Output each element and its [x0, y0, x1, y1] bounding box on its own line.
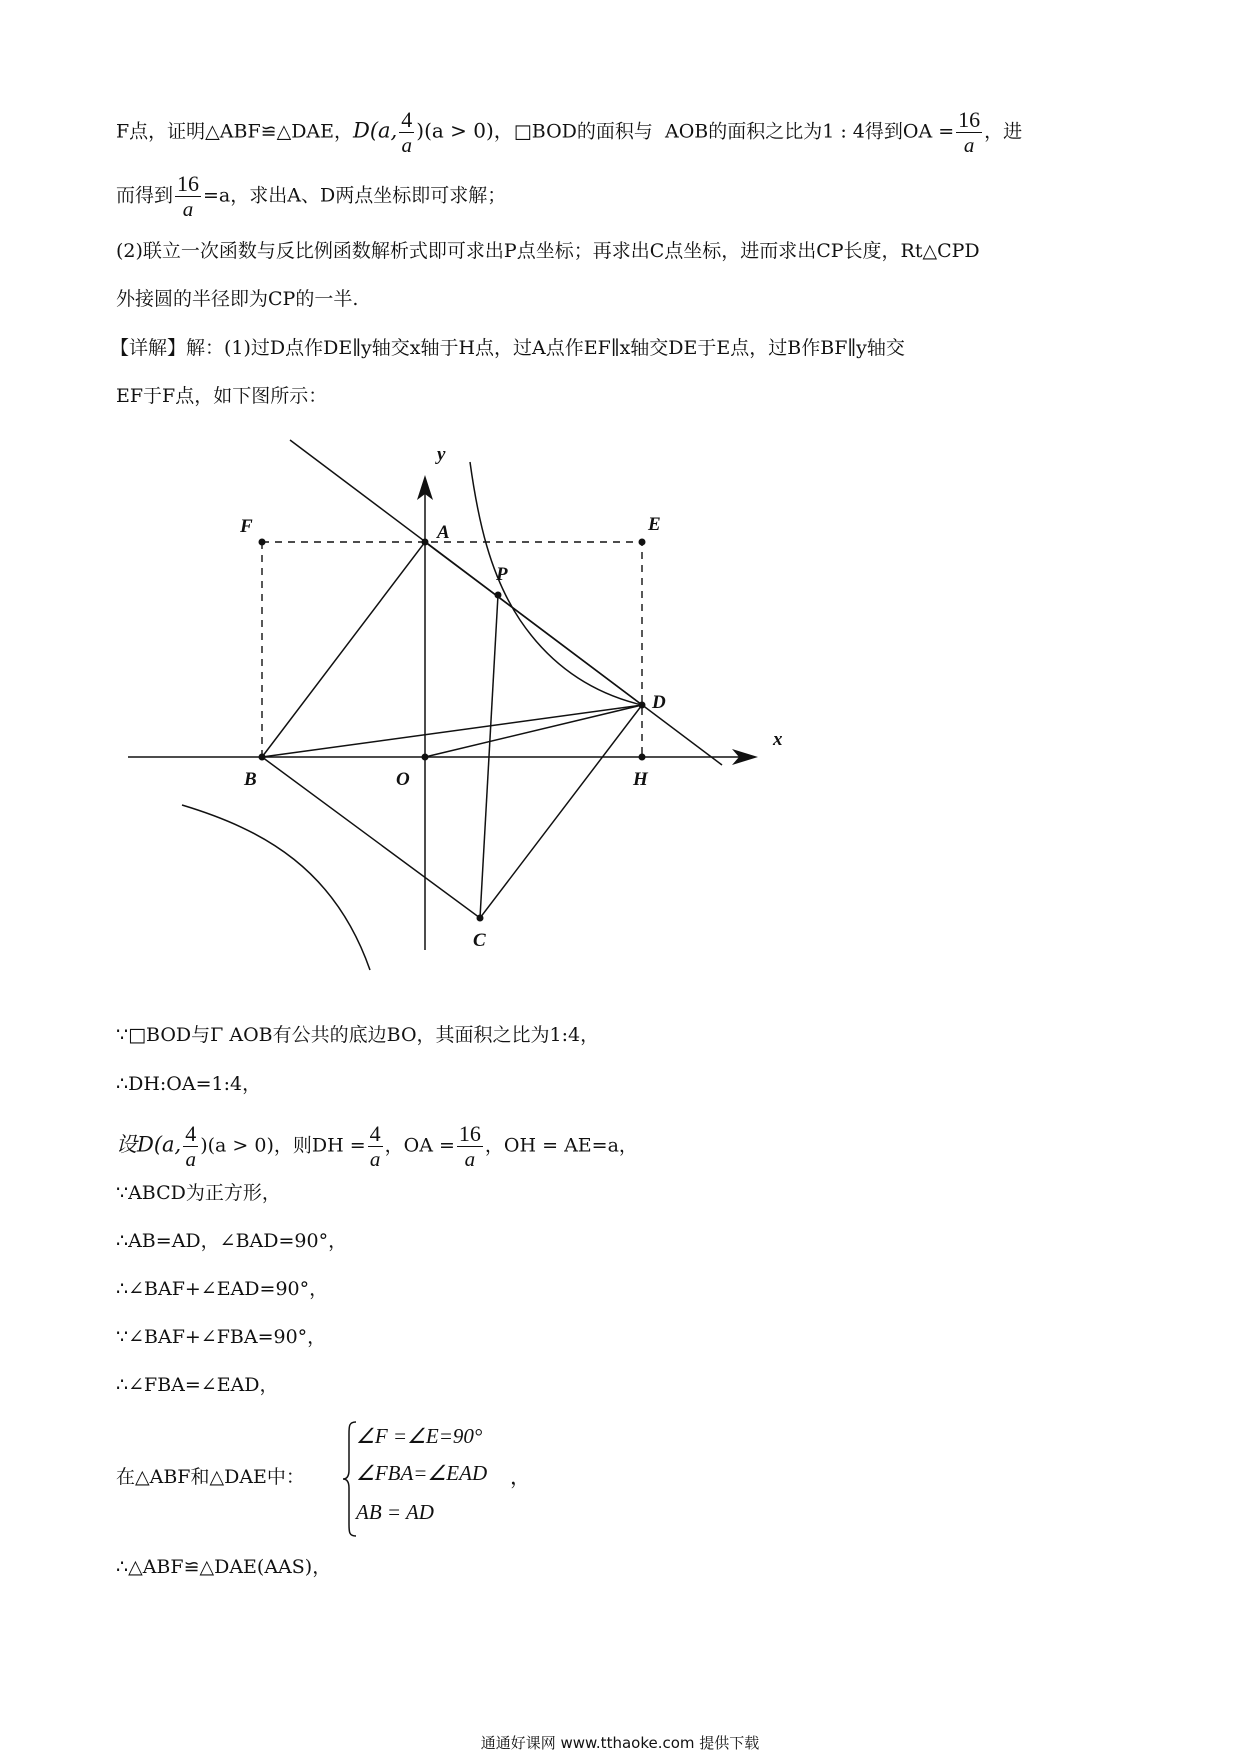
text-line-13: ∵∠BAF+∠FBA=90°，	[116, 1326, 327, 1348]
system-row-3: AB = AD	[356, 1500, 434, 1524]
point-b	[259, 754, 266, 761]
system-row-2: ∠FBA=∠EAD	[356, 1461, 488, 1485]
system-comma: ，	[510, 1465, 531, 1489]
point-c	[477, 915, 484, 922]
label-h: H	[633, 769, 648, 790]
label-e: E	[648, 514, 661, 535]
text-line-5: 【详解】解：(1)过D点作DE∥y轴交x轴于H点，过A点作EF∥x轴交DE于E点，过B作BF∥y轴交	[110, 337, 905, 359]
text-line-16: ∴△ABF≌△DAE(AAS)，	[116, 1556, 332, 1578]
label-o: O	[396, 769, 410, 790]
fraction-4-over-a	[183, 1122, 198, 1171]
label-d: D	[652, 692, 666, 713]
text-line-11: ∴AB=AD，∠BAD=90°，	[116, 1230, 348, 1252]
fraction-numerator: 16	[958, 107, 981, 132]
page-footer: 通通好课网 www.tthaoke.com 提供下载	[480, 1734, 760, 1752]
fraction-denominator: a	[185, 1147, 196, 1171]
fraction-4-over-a	[368, 1122, 383, 1171]
text-segment: )(a > 0)，	[416, 118, 514, 143]
text-line-9	[116, 1122, 638, 1171]
label-x: x	[773, 729, 783, 750]
point-d	[639, 702, 646, 709]
text-segment: D(a,	[353, 118, 398, 143]
segment-bd	[262, 705, 642, 757]
fraction-denominator: a	[401, 133, 413, 157]
label-b: B	[244, 769, 257, 790]
label-f: F	[240, 516, 253, 537]
text-line-4: 外接圆的半径即为CP的一半.	[116, 288, 359, 310]
point-p	[495, 592, 502, 599]
text-segment: =a，求出A、D两点坐标即可求解；	[203, 184, 507, 207]
dashed-rectangle	[262, 542, 642, 757]
text-segment: ，OA =	[384, 1134, 455, 1157]
text-segment: )(a > 0)，则DH =	[200, 1134, 366, 1157]
fraction-denominator: a	[963, 133, 975, 157]
text-segment: 而得到	[116, 184, 174, 207]
label-y: y	[437, 444, 446, 465]
square-abcd	[262, 542, 642, 918]
segment-od	[425, 705, 642, 757]
fraction-numerator: 4	[185, 1121, 197, 1146]
text-line-15: 在△ABF和△DAE中：	[116, 1466, 305, 1488]
fraction-numerator: 4	[369, 1121, 381, 1146]
label-p: P	[496, 564, 508, 585]
text-line-8: ∴DH:OA=1:4，	[116, 1073, 262, 1095]
text-segment: ，OH = AE=a，	[484, 1134, 638, 1157]
text-segment: F点，证明△ABF≌△DAE，	[116, 120, 354, 143]
point-o	[422, 754, 429, 761]
point-e	[639, 539, 646, 546]
point-f	[259, 539, 266, 546]
system-row-1: ∠F =∠E=90°	[356, 1424, 483, 1448]
line-ad	[290, 440, 722, 765]
text-segment: 设D(a,	[116, 1132, 182, 1157]
fraction-numerator: 16	[177, 171, 200, 196]
text-line-12: ∴∠BAF+∠EAD=90°，	[116, 1278, 329, 1300]
text-segment: □BOD的面积与	[513, 120, 653, 143]
text-line-7: ∵□BOD与Γ AOB有公共的底边BO，其面积之比为1:4，	[116, 1024, 600, 1046]
hyperbola-branch-2	[182, 805, 370, 970]
label-a: A	[437, 522, 450, 543]
text-line-10: ∵ABCD为正方形，	[116, 1182, 281, 1204]
text-line-14: ∴∠FBA=∠EAD，	[116, 1374, 279, 1396]
text-segment: AOB的面积之比为1 : 4得到OA =	[664, 120, 955, 143]
point-a	[422, 539, 429, 546]
text-line-6: EF于F点，如下图所示：	[116, 385, 328, 407]
fraction-numerator: 16	[458, 1121, 481, 1146]
fraction-denominator: a	[464, 1147, 476, 1171]
text-segment: ，进	[984, 120, 1023, 143]
fraction-16-over-a	[457, 1122, 483, 1171]
label-c: C	[473, 930, 486, 951]
fraction-denominator: a	[369, 1147, 381, 1171]
text-line-3: (2)联立一次函数与反比例函数解析式即可求出P点坐标；再求出C点坐标，进而求出CP长度，Rt△CPD	[116, 240, 980, 262]
fraction-numerator: 4	[401, 107, 413, 132]
fraction-denominator: a	[182, 197, 194, 221]
point-h	[639, 754, 646, 761]
